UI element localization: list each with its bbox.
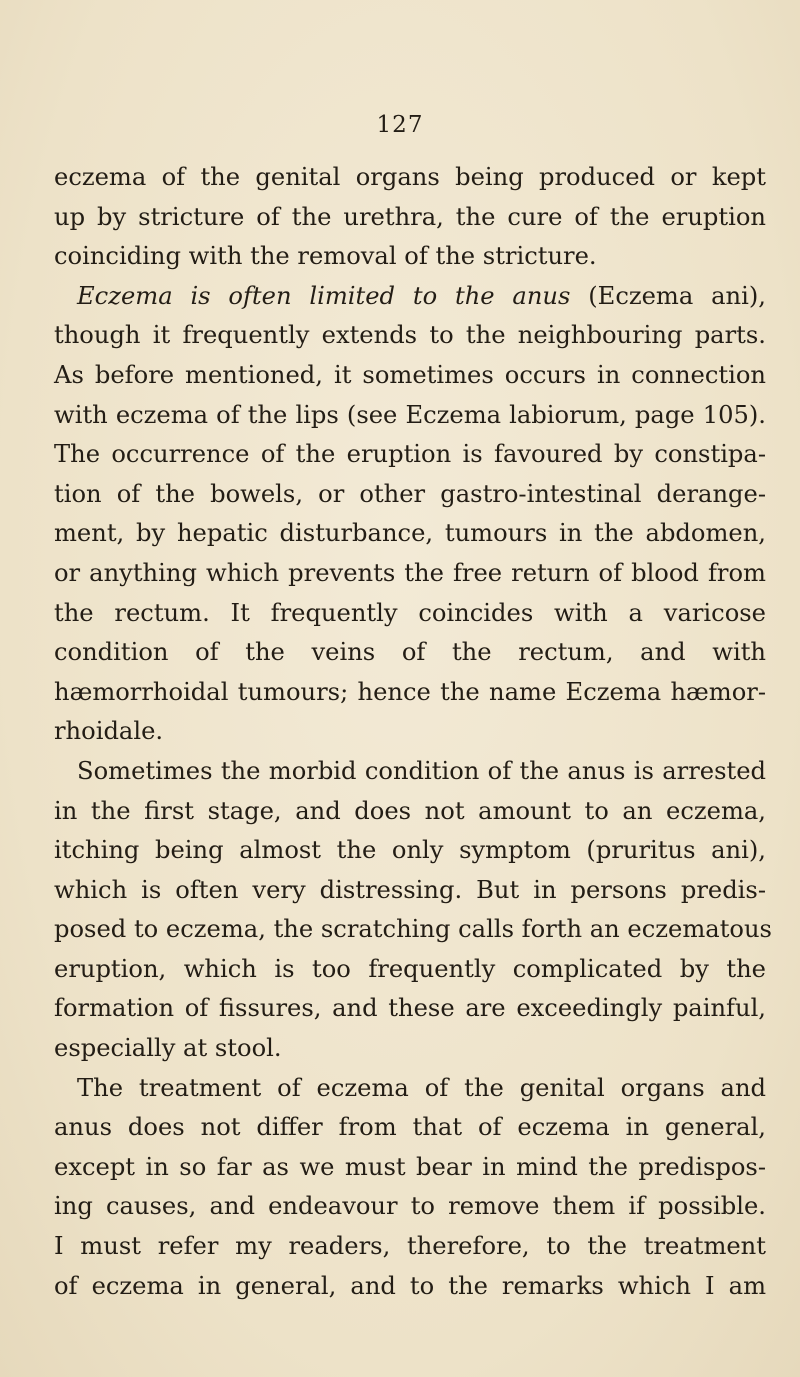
text-line: coinciding with the removal of the stricture.	[54, 242, 597, 271]
text-line: especially at stool.	[54, 1034, 282, 1063]
text-line: anus does not differ from that of eczema in general,	[54, 1113, 766, 1142]
text-line: condition of the veins of the rectum, and with	[54, 638, 766, 667]
text-line: formation of fissures, and these are exceedingly painful,	[54, 994, 766, 1023]
text-line: ing causes, and endeavour to remove them if possible.	[54, 1192, 766, 1221]
page-number: 127	[376, 112, 424, 138]
text-line: with eczema of the lips (see Eczema labiorum, page 105).	[54, 400, 766, 429]
text-line: except in so far as we must bear in mind the predispos-	[54, 1152, 766, 1181]
text-line: The occurrence of the eruption is favoured by constipa-	[54, 440, 766, 469]
text-line: tion of the bowels, or other gastro-intestinal derange-	[54, 479, 766, 508]
text-line: hæmorrhoidal tumours; hence the name Eczema hæmor-	[54, 677, 766, 706]
text-line: up by stricture of the urethra, the cure of the eruption	[54, 202, 766, 231]
text-line: rhoidale.	[54, 717, 164, 746]
text-line: itching being almost the only symptom (pruritus ani),	[54, 836, 766, 865]
text-line: posed to eczema, the scratching calls forth an eczematous	[54, 915, 772, 944]
text-line: I must refer my readers, therefore, to the treatment	[54, 1232, 766, 1261]
text-line: The treatment of eczema of the genital organs and	[77, 1073, 766, 1102]
italic-heading: Eczema is often limited to the anus	[77, 281, 571, 310]
text-line: ment, by hepatic disturbance, tumours in the abdomen,	[54, 519, 766, 548]
text-line: in the first stage, and does not amount to an eczema,	[54, 796, 766, 825]
text-line	[54, 277, 766, 317]
text-line: or anything which prevents the free return of blood from	[54, 558, 766, 587]
text-line: which is often very distressing. But in persons predis-	[54, 875, 766, 904]
text-line: the rectum. It frequently coincides with a varicose	[54, 598, 766, 627]
text-line: eruption, which is too frequently complicated by the	[54, 954, 766, 983]
body-text	[54, 158, 772, 1306]
text-line: Sometimes the morbid condition of the anus is arrested	[77, 756, 766, 785]
text-line: though it frequently extends to the neighbouring parts.	[54, 321, 766, 350]
text-line: of eczema in general, and to the remarks which I am	[54, 1271, 766, 1300]
text-line: As before mentioned, it sometimes occurs in connection	[54, 360, 766, 389]
text-line: eczema of the genital organs being produced or kept	[54, 163, 766, 191]
text-span: (Eczema ani),	[588, 281, 766, 310]
